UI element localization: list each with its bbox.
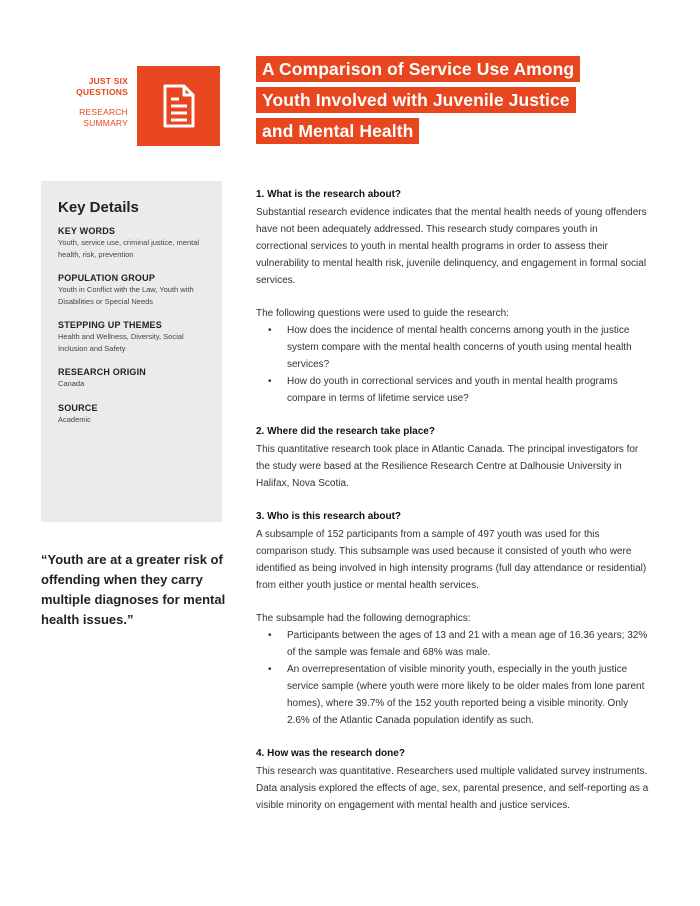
brand-line-2: QUESTIONS (76, 87, 128, 97)
q3-intro: The subsample had the following demographics: (256, 613, 471, 624)
main-content (256, 187, 651, 814)
title-line-3: and Mental Health (256, 118, 419, 144)
document-title (256, 56, 586, 149)
q4-heading: 4. How was the research done? (256, 748, 405, 759)
q3-heading: 3. Who is this research about? (256, 511, 402, 522)
q3-paragraph: A subsample of 152 participants from a sample of 497 youth was used for this comparison study. This subsample was used because it consisted of youth who were identified as being involved in high intensity programs (full day attendance or residential) from either youth justice or mental health services. (256, 529, 647, 591)
stepping-up-themes-label: STEPPING UP THEMES (58, 320, 162, 330)
keywords-label: KEY WORDS (58, 226, 116, 236)
brand-line-4: SUMMARY (83, 118, 128, 128)
list-item: • How do youth in correctional services and youth in mental health programs compare in terms of lifetime service use? (256, 373, 651, 407)
q1-intro: The following questions were used to guide the research: (256, 308, 509, 319)
q1-paragraph: Substantial research evidence indicates that the mental health needs of young offenders have not been adequately addressed. This research study compares youth in correctional services to youth in mental health programs in order to assess their vulnerability to mental health risk, juvenile delinquency, and engagement in formal social services. (256, 207, 647, 286)
stepping-up-themes-value: Health and Wellness, Diversity, Social Inclusion and Safety (58, 332, 184, 353)
q1-heading: 1. What is the research about? (256, 189, 402, 200)
source-value: Academic (58, 414, 91, 424)
brand-line-3: RESEARCH (79, 107, 128, 117)
research-origin-label: RESEARCH ORIGIN (58, 367, 147, 377)
list-item: • Participants between the ages of 13 and 21 with a mean age of 16.36 years; 32% of the sample was female and 68% was male. (256, 627, 651, 661)
brand-line-1: JUST SIX (88, 76, 128, 86)
document-icon (162, 84, 195, 128)
brand-label (66, 76, 128, 129)
logo-box (137, 66, 220, 146)
title-line-1: A Comparison of Service Use Among (256, 56, 580, 82)
list-item: • How does the incidence of mental health concerns among youth in the justice system compare with the mental health concerns of youth using mental health services? (256, 322, 651, 373)
research-origin-value: Canada (58, 379, 85, 388)
key-details-sidebar (41, 181, 222, 522)
keywords-value: Youth, service use, criminal justice, mental health, risk, prevention (58, 238, 200, 259)
list-item: • An overrepresentation of visible minority youth, especially in the youth justice service sample (where youth were more likely to be older males from lone parent homes), where 39.7% of the 152 youth reported being a visible minority. Only 2.6% of the Atlantic Canada population identify as such. (256, 661, 651, 729)
q3-demographics-list (256, 627, 651, 729)
title-line-2: Youth Involved with Juvenile Justice (256, 87, 576, 113)
q4-paragraph: This research was quantitative. Researchers used multiple validated survey instruments. Data analysis explored the effects of age, sex, parental presence, and self-reporting as a visible minority on engagement with mental health and justice services. (256, 766, 649, 811)
population-group-label: POPULATION GROUP (58, 273, 156, 283)
key-details-heading: Key Details (58, 199, 139, 216)
pull-quote: “Youth are at a greater risk of offending when they carry multiple diagnoses for mental health issues.” (41, 552, 226, 627)
source-label: SOURCE (58, 402, 98, 413)
q2-paragraph: This quantitative research took place in Atlantic Canada. The principal investigators for the study were based at the Resilience Research Centre at Dalhousie University in Halifax, Nova Scotia. (256, 444, 639, 489)
q1-question-list (256, 322, 651, 407)
q2-heading: 2. Where did the research take place? (256, 426, 435, 437)
population-group-value: Youth in Conflict with the Law, Youth with Disabilities or Special Needs (58, 285, 194, 306)
